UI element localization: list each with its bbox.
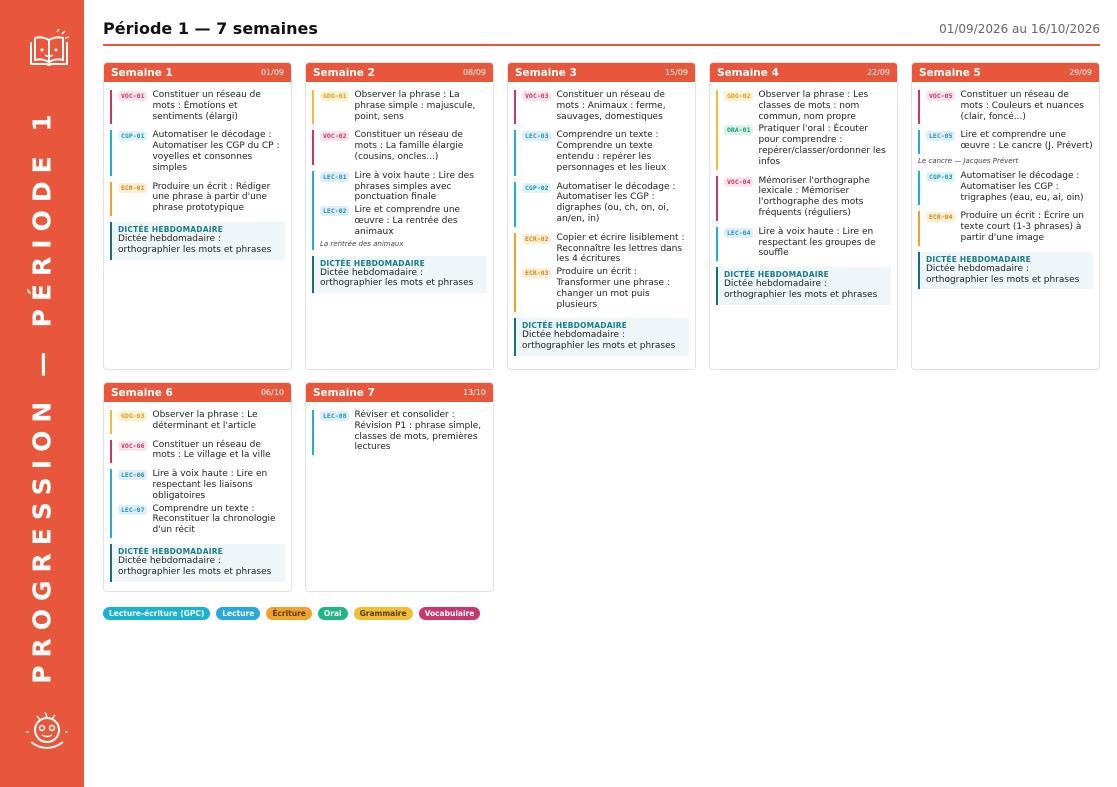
activity-group	[918, 211, 1093, 245]
activity-group	[918, 90, 1093, 124]
activity	[320, 410, 487, 453]
week-label: Semaine 2	[313, 66, 375, 79]
activity	[926, 171, 1093, 203]
activity-lines	[118, 440, 285, 464]
activity-group	[716, 90, 891, 170]
activity-text: Constituer un réseau de mots : Animaux : ferme, sauvages, domestiques	[556, 90, 666, 122]
activity-group	[110, 440, 285, 464]
week-body	[104, 82, 291, 266]
activity-code: GDG-03	[118, 411, 147, 421]
activity	[724, 176, 891, 219]
activity-lines	[926, 211, 1093, 245]
dictation-text: Dictée hebdomadaire : orthographier les mots et phrases	[926, 263, 1080, 285]
activity-group	[312, 90, 487, 124]
activity-code: GDG-01	[320, 91, 349, 101]
activity-text: Constituer un réseau de mots : Le village et la ville	[152, 439, 271, 461]
week-header	[104, 383, 291, 402]
week-date: 06/10	[260, 388, 284, 397]
activity-code: VOC-04	[724, 177, 753, 187]
activity-lines	[320, 90, 487, 124]
activity-text: Copier et écrire lisiblement : Reconnaître les lettres dans les 4 écritures	[556, 232, 685, 265]
activity	[522, 182, 689, 225]
activity	[118, 504, 285, 536]
activity-text: Automatiser le décodage : Automatiser les CGP : digraphes (ou, ch, on, oi, an/en, in)	[556, 181, 676, 224]
activity-code: LEC-03	[522, 131, 551, 141]
activity-text: Lire à voix haute : Lire en respectant les groupes de souffle	[758, 226, 876, 259]
activity-text: Observer la phrase : Le déterminant et l'article	[152, 410, 258, 431]
dictation-text: Dictée hebdomadaire : orthographier les mots et phrases	[118, 233, 272, 255]
activity-lines	[926, 130, 1093, 154]
activity	[320, 205, 487, 237]
dictation-text: Dictée hebdomadaire : orthographier les mots et phrases	[522, 330, 676, 352]
dictation-title: DICTÉE HEBDOMADAIRE	[926, 254, 1031, 264]
activity-code: ECR-02	[522, 234, 551, 244]
sidebar-title: PROGRESSION — PÉRIODE 1	[27, 106, 57, 684]
activity-lines	[522, 90, 689, 124]
activity-lines	[724, 176, 891, 221]
activity-text: Pratiquer l'oral : Écouter pour comprendre : repérer/classer/ordonner les infos	[758, 124, 886, 167]
activity-group	[918, 130, 1093, 154]
activity-code: ECR-03	[522, 268, 551, 278]
week-card	[507, 62, 696, 370]
activity-code: VOC-01	[118, 91, 147, 101]
activity-text: Mémoriser l'orthographe lexicale : Mémoriser l'orthographe des mots fréquents (réguliers)	[758, 175, 870, 218]
week-label: Semaine 1	[111, 66, 173, 79]
activity-code: CGP-02	[522, 183, 551, 193]
activity-code: CGP-01	[118, 131, 147, 141]
title-divider	[103, 44, 1100, 46]
page-title: Période 1 — 7 semaines	[103, 19, 318, 38]
activity-group	[716, 227, 891, 261]
week-card	[305, 62, 494, 370]
activity-group	[514, 182, 689, 227]
week-card	[911, 62, 1100, 370]
week-card	[103, 382, 292, 592]
activity-code: ORA-01	[724, 125, 753, 135]
activity	[522, 90, 689, 122]
activity	[926, 90, 1093, 122]
activity-group	[110, 469, 285, 538]
activity	[926, 211, 1093, 243]
activity-lines	[320, 130, 487, 164]
week-body	[912, 82, 1099, 295]
activity-code: GDG-02	[724, 91, 753, 101]
legend-pill: Vocabulaire	[419, 607, 481, 620]
week-header	[306, 63, 493, 82]
activity-text: Produire un écrit : Rédiger une phrase à partir d'une phrase prototypique	[152, 181, 271, 214]
activity	[926, 130, 1093, 152]
week-label: Semaine 7	[313, 386, 375, 399]
activity-group	[514, 130, 689, 175]
activity	[118, 410, 285, 432]
activity-code: LEC-07	[118, 505, 147, 515]
dictation-text: Dictée hebdomadaire : orthographier les mots et phrases	[320, 267, 474, 289]
activity-group	[918, 171, 1093, 205]
week-header	[710, 63, 897, 82]
week-body	[306, 402, 493, 467]
activity-group	[312, 410, 487, 455]
activity-lines	[724, 227, 891, 261]
book-reference: Le cancre — Jacques Prévert	[918, 156, 1019, 165]
book-icon	[27, 28, 71, 72]
week-header	[912, 63, 1099, 82]
activity-group	[514, 233, 689, 313]
week-date: 22/09	[866, 68, 890, 77]
activity-text: Constituer un réseau de mots : La famille élargie (cousins, oncles...)	[354, 130, 464, 162]
dictation-title: DICTÉE HEBDOMADAIRE	[320, 258, 425, 268]
activity-text: Lire et comprendre une œuvre : La rentrée des animaux	[354, 205, 461, 237]
week-card	[709, 62, 898, 370]
activity-group	[312, 130, 487, 164]
book-reference: La rentrée des animaux	[320, 239, 404, 248]
activity-code: LEC-04	[724, 228, 753, 238]
activity-lines	[118, 130, 285, 175]
activity-text: Produire un écrit : Écrire un texte court (1-3 phrases) à partir d'une image	[960, 211, 1084, 243]
activity-lines	[522, 233, 689, 313]
activity-code: ECR-04	[926, 212, 955, 222]
week-label: Semaine 5	[919, 66, 981, 79]
activity-code: VOC-02	[320, 131, 349, 141]
legend-pill: Oral	[318, 607, 348, 620]
week-date: 29/09	[1068, 68, 1092, 77]
activity-lines	[724, 90, 891, 170]
week-label: Semaine 3	[515, 66, 577, 79]
activity-text: Automatiser le décodage : Automatiser les CGP : trigraphes (eau, eu, ai, oin)	[960, 170, 1084, 203]
activity-code: ECR-01	[118, 183, 147, 193]
weekly-dictation	[110, 544, 285, 582]
activity	[522, 233, 689, 265]
activity-code: VOC-06	[118, 441, 147, 451]
activity	[724, 90, 891, 122]
sidebar	[0, 0, 84, 787]
week-label: Semaine 6	[111, 386, 173, 399]
activity-lines	[522, 130, 689, 175]
activity-group	[110, 130, 285, 175]
legend-pill: Lecture	[216, 607, 260, 620]
week-date: 01/09	[260, 68, 284, 77]
week-header	[104, 63, 291, 82]
activity-code: LEC-05	[926, 131, 955, 141]
activity-text: Constituer un réseau de mots : Émotions et sentiments (élargi)	[152, 90, 261, 122]
week-body	[710, 82, 897, 311]
category-legend	[103, 607, 480, 620]
week-date: 13/10	[462, 388, 486, 397]
activity	[320, 90, 487, 122]
activity-lines	[926, 90, 1093, 124]
activity-code: LEC-01	[320, 172, 349, 182]
week-body	[508, 82, 695, 362]
dictation-title: DICTÉE HEBDOMADAIRE	[724, 270, 829, 280]
weekly-dictation	[514, 318, 689, 356]
main-content	[84, 0, 1117, 787]
activity-group	[110, 410, 285, 434]
activity-lines	[118, 90, 285, 124]
activity-text: Lire et comprendre une œuvre : Le cancre (J. Prévert)	[960, 130, 1093, 152]
activity	[118, 182, 285, 214]
activity-lines	[522, 182, 689, 227]
dictation-text: Dictée hebdomadaire : orthographier les mots et phrases	[724, 279, 878, 300]
week-header	[508, 63, 695, 82]
activity	[118, 469, 285, 501]
dictation-title: DICTÉE HEBDOMADAIRE	[118, 224, 223, 234]
activity	[522, 130, 689, 173]
activity	[724, 227, 891, 259]
activity-code: CGP-03	[926, 172, 955, 182]
activity	[118, 130, 285, 173]
activity-lines	[320, 410, 487, 455]
week-body	[306, 82, 493, 299]
activity	[522, 267, 689, 310]
week-date: 08/09	[462, 68, 486, 77]
dictation-text: Dictée hebdomadaire : orthographier les mots et phrases	[118, 555, 272, 577]
weekly-dictation	[716, 267, 891, 305]
activity-code: VOC-03	[522, 91, 551, 101]
activity-text: Lire à voix haute : Lire des phrases simples avec ponctuation finale	[354, 170, 474, 203]
week-label: Semaine 4	[717, 66, 779, 79]
period-dates: 01/09/2026 au 16/10/2026	[939, 22, 1100, 36]
activity	[118, 90, 285, 122]
activity-text: Comprendre un texte : Comprendre un texte entendu : repérer les personnages et les lieux	[556, 130, 667, 173]
activity	[320, 171, 487, 203]
activity-group	[312, 171, 487, 250]
dictation-title: DICTÉE HEBDOMADAIRE	[522, 321, 627, 331]
activity-lines	[118, 469, 285, 538]
dictation-title: DICTÉE HEBDOMADAIRE	[118, 546, 223, 556]
weekly-dictation	[110, 222, 285, 260]
activity-text: Produire un écrit : Transformer une phrase : changer un mot puis plusieurs	[556, 267, 670, 310]
reading-character-icon	[25, 708, 69, 758]
activity	[724, 124, 891, 167]
week-card	[305, 382, 494, 592]
week-header	[306, 383, 493, 402]
legend-pill: Écriture	[266, 607, 312, 620]
activity-group	[514, 90, 689, 124]
activity	[320, 130, 487, 162]
week-card	[103, 62, 292, 370]
activity-text: Comprendre un texte : Reconstituer la chronologie d'un récit	[152, 503, 276, 536]
activity-lines	[320, 171, 487, 250]
activity-code: VOC-05	[926, 91, 955, 101]
week-body	[104, 402, 291, 588]
activity-group	[110, 90, 285, 124]
activity-lines	[926, 171, 1093, 205]
activity-group	[716, 176, 891, 221]
activity-text: Lire à voix haute : Lire en respectant les liaisons obligatoires	[152, 469, 268, 501]
activity-code: LEC-08	[320, 411, 349, 421]
activity	[118, 440, 285, 462]
legend-pill: Grammaire	[354, 607, 413, 620]
activity-text: Observer la phrase : La phrase simple : majuscule, point, sens	[354, 90, 476, 122]
activity-group	[110, 182, 285, 216]
activity-text: Automatiser le décodage : Automatiser les CGP du CP : voyelles et consonnes simples	[152, 130, 280, 173]
activity-lines	[118, 182, 285, 216]
weekly-dictation	[918, 252, 1093, 290]
activity-text: Réviser et consolider : Révision P1 : phrase simple, classes de mots, premières lectures	[354, 410, 482, 453]
weekly-dictation	[312, 256, 487, 294]
activity-text: Observer la phrase : Les classes de mots : nom commun, nom propre	[758, 90, 869, 122]
legend-pill: Lecture-écriture (GPC)	[103, 607, 210, 620]
activity-text: Constituer un réseau de mots : Couleurs et nuances (clair, foncé...)	[960, 90, 1084, 122]
activity-lines	[118, 410, 285, 434]
activity-code: LEC-06	[118, 470, 147, 480]
activity-code: LEC-02	[320, 206, 349, 216]
week-date: 15/09	[664, 68, 688, 77]
